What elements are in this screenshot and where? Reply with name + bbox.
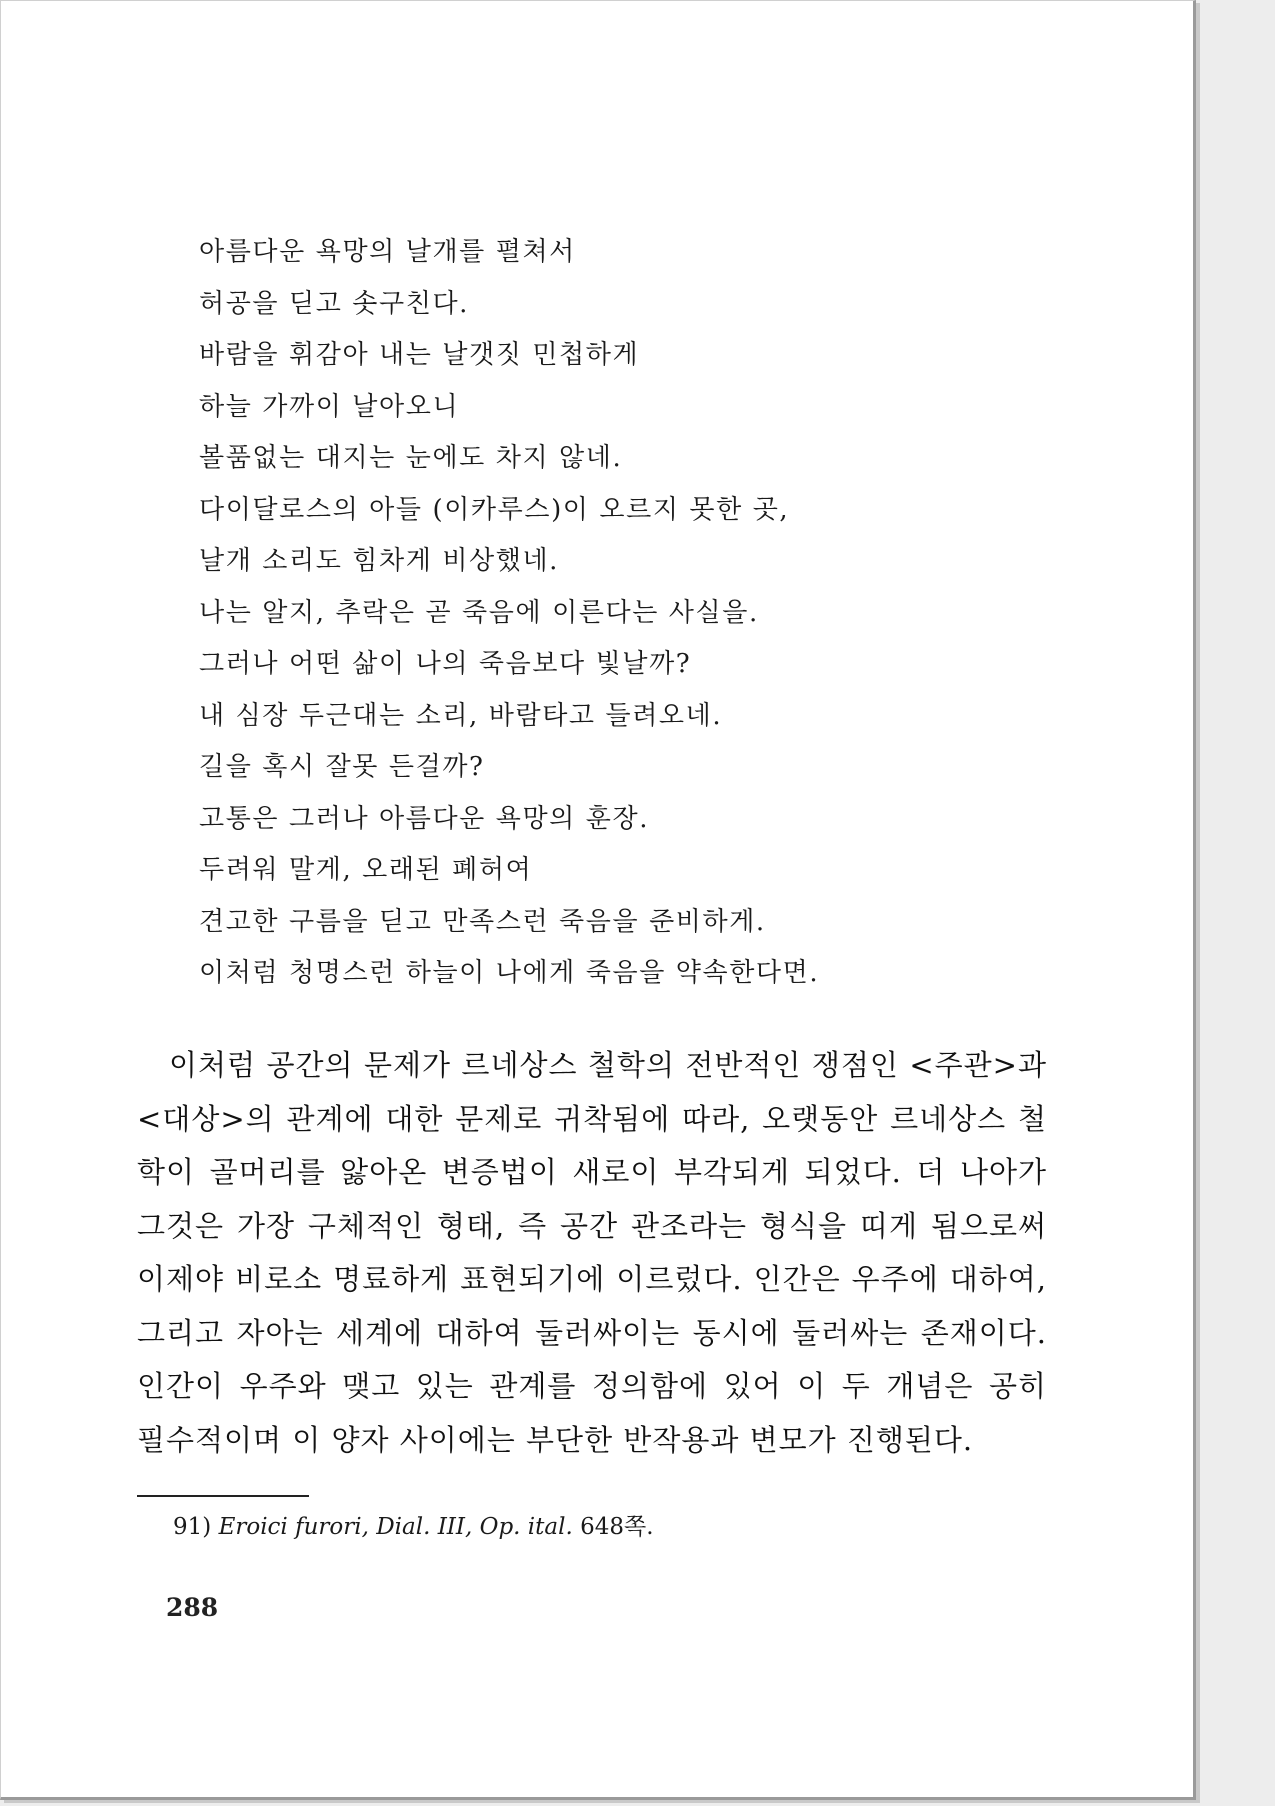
poem-line: 나는 알지, 추락은 곧 죽음에 이른다는 사실을. — [199, 597, 759, 628]
footnote-number: 91) — [173, 1514, 212, 1540]
poem-line: 두려워 말게, 오래된 폐허여 — [199, 855, 533, 885]
body-paragraph — [137, 1039, 1047, 1467]
paragraph-line: 그것은 가장 구체적인 형태, 즉 공간 관조라는 형식을 띠게 됨으로써 — [137, 1208, 1047, 1243]
poem-line: 다이달로스의 아들 (이카루스)이 오르지 못한 곳, — [199, 494, 790, 525]
poem-block — [199, 227, 919, 1000]
paragraph-line: 학이 골머리를 앓아온 변증법이 새로이 부각되게 되었다. 더 나아가 — [137, 1155, 1047, 1189]
poem-line: 허공을 딛고 솟구친다. — [199, 288, 470, 319]
poem-line: 이처럼 청명스런 하늘이 나에게 죽음을 약속한다면. — [199, 958, 820, 988]
paragraph-line: 그리고 자아는 세계에 대하여 둘러싸이는 동시에 둘러싸는 존재이다. — [137, 1315, 1047, 1350]
paragraph-line: <대상>의 관계에 대한 문제로 귀착됨에 따라, 오랫동안 르네상스 철 — [137, 1101, 1047, 1136]
footnote — [173, 1511, 654, 1543]
poem-line: 하늘 가까이 날아오니 — [199, 391, 460, 422]
poem-line: 고통은 그러나 아름다운 욕망의 훈장. — [199, 803, 650, 834]
page-number: 288 — [166, 1593, 219, 1622]
paragraph-line: 이제야 비로소 명료하게 표현되기에 이르렀다. 인간은 우주에 대하여, — [137, 1262, 1047, 1296]
poem-line: 내 심장 두근대는 소리, 바람타고 들려오네. — [199, 700, 723, 731]
poem-line: 바람을 휘감아 내는 날갯짓 민첩하게 — [199, 340, 640, 370]
poem-line: 그러나 어떤 삶이 나의 죽음보다 빛날까? — [199, 649, 692, 679]
paragraph-line: 이처럼 공간의 문제가 르네상스 철학의 전반적인 쟁점인 <주관>과 — [169, 1048, 1047, 1082]
footnote-page-ref: 648쪽. — [572, 1514, 654, 1540]
poem-line: 아름다운 욕망의 날개를 펼쳐서 — [199, 237, 576, 267]
paragraph-line: 인간이 우주와 맺고 있는 관계를 정의함에 있어 이 두 개념은 공히 — [137, 1369, 1047, 1403]
poem-line: 볼품없는 대지는 눈에도 차지 않네. — [199, 443, 623, 473]
paragraph-line: 필수적이며 이 양자 사이에는 부단한 반작용과 변모가 진행된다. — [137, 1422, 974, 1457]
poem-line: 날개 소리도 힘차게 비상했네. — [199, 546, 560, 576]
footnote-citation: Eroici furori, Dial. III, Op. ital. — [218, 1514, 573, 1540]
footnote-divider — [137, 1495, 309, 1497]
poem-line: 길을 혹시 잘못 든걸까? — [199, 752, 485, 782]
poem-line: 견고한 구름을 딛고 만족스런 죽음을 준비하게. — [199, 906, 766, 937]
